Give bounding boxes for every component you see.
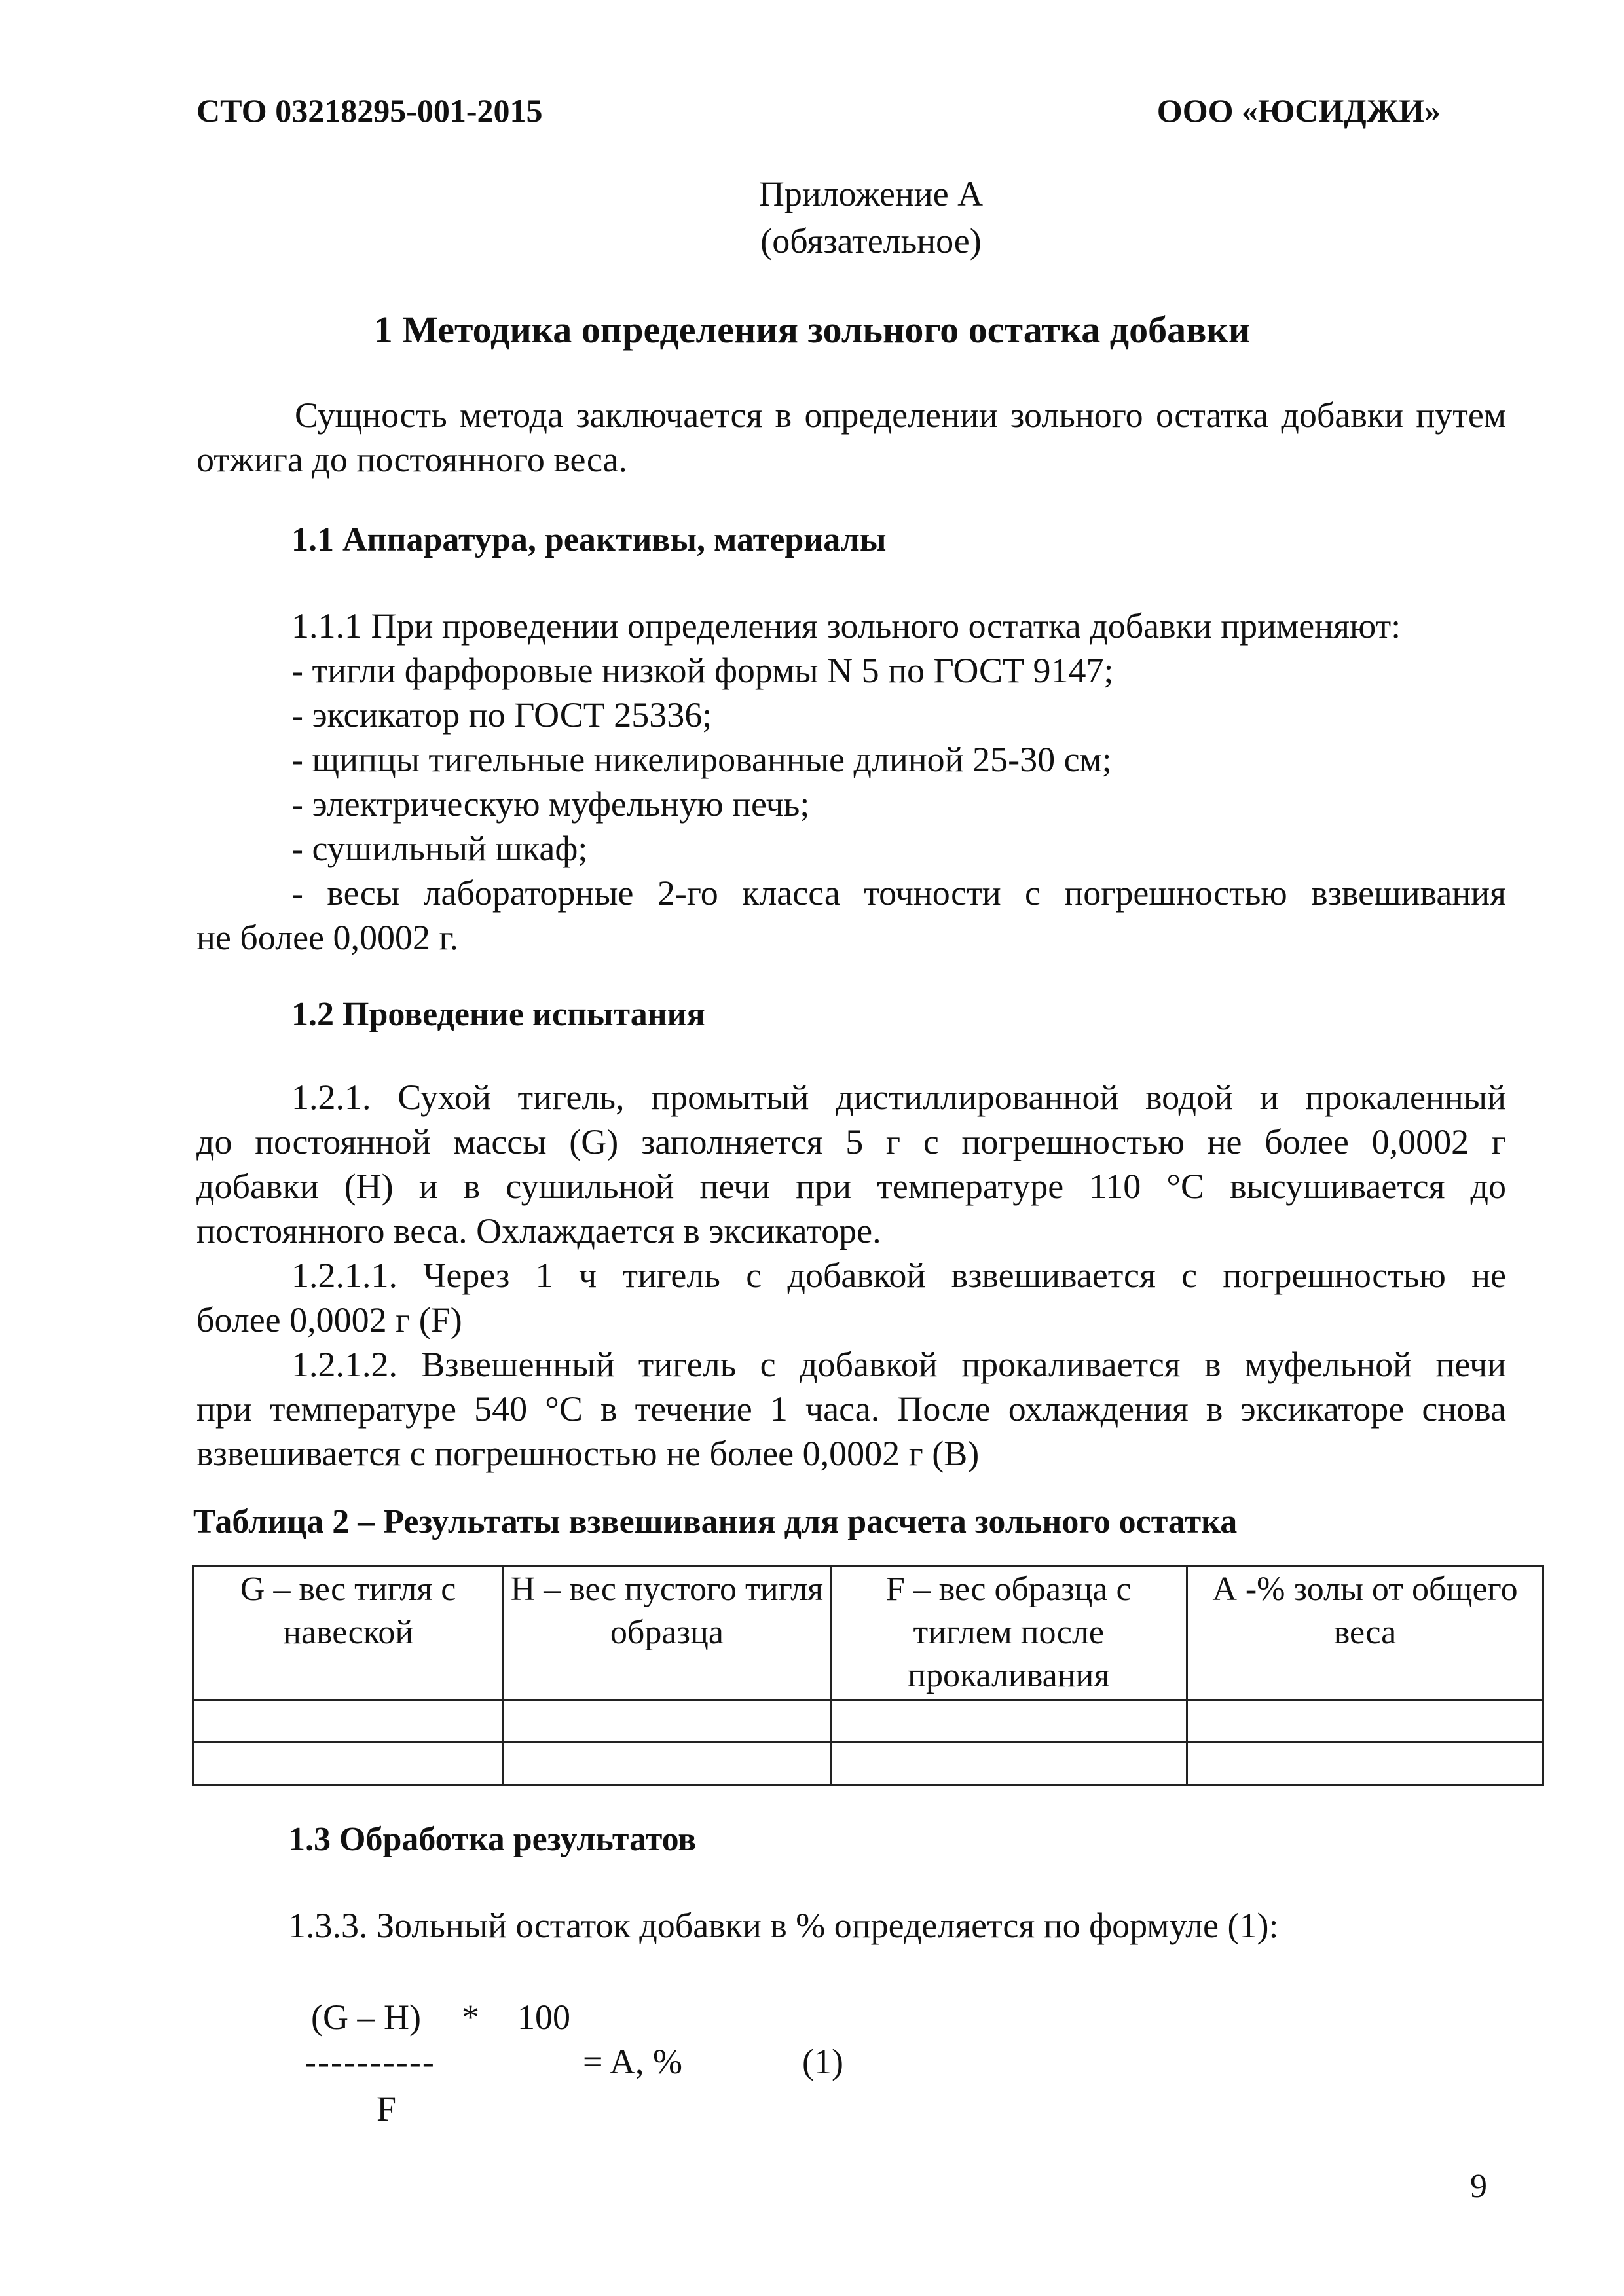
para-1-2-1-line: до постоянной массы (G) заполняется 5 г с погрешностью не более 0,0002 г — [196, 1122, 1506, 1161]
section-1-2-heading: 1.2 Проведение испытания — [291, 996, 705, 1033]
formula-numerator: (G – H) — [311, 1997, 421, 2037]
formula-result: = A, % — [583, 2042, 682, 2081]
table-cell — [1187, 1700, 1543, 1743]
list-item: - щипцы тигельные никелированные длиной 25-30 см; — [291, 740, 1112, 779]
para-1-2-1-2-line: 1.2.1.2. Взвешенный тигель с добавкой прокаливается в муфельной печи — [291, 1345, 1506, 1384]
page-number: 9 — [1470, 2168, 1487, 2205]
table-cell — [193, 1700, 504, 1743]
table-header-cell: А -% золы от общего веса — [1187, 1566, 1543, 1700]
list-item-scales: - весы лабораторные 2-го класса точности с погрешностью взвешивания — [291, 873, 1506, 913]
list-item: - электрическую муфельную печь; — [291, 784, 810, 824]
table-row — [193, 1743, 1543, 1785]
doc-code: СТО 03218295-001-2015 — [196, 92, 543, 129]
table-cell — [830, 1700, 1187, 1743]
results-table — [192, 1565, 1544, 1786]
list-item: - эксикатор по ГОСТ 25336; — [291, 695, 712, 735]
appendix-note: (обязательное) — [760, 221, 982, 261]
section-1-1-heading: 1.1 Аппаратура, реактивы, материалы — [291, 521, 887, 558]
list-item: - сушильный шкаф; — [291, 829, 588, 868]
list-item-scales-cont: не более 0,0002 г. — [196, 918, 459, 957]
table-cell — [193, 1743, 504, 1785]
formula-denominator: F — [377, 2089, 397, 2128]
table-header-row — [193, 1566, 1543, 1700]
list-item: - тигли фарфоровые низкой формы N 5 по ГОСТ 9147; — [291, 651, 1114, 690]
table-cell — [504, 1743, 830, 1785]
section-1-1-lead: 1.1.1 При проведении определения зольного остатка добавки применяют: — [291, 606, 1401, 646]
page-title: 1 Методика определения зольного остатка добавки — [373, 308, 1251, 351]
section-1-3-heading: 1.3 Обработка результатов — [288, 1821, 697, 1858]
para-1-2-1-line: постоянного веса. Охлаждается в эксикаторе. — [196, 1211, 881, 1250]
appendix-title: Приложение А — [758, 174, 984, 213]
para-1-2-1-2-line: взвешивается с погрешностью не более 0,0002 г (В) — [196, 1434, 980, 1473]
table-cell — [830, 1743, 1187, 1785]
formula-hundred: 100 — [517, 1997, 570, 2037]
table-row — [193, 1700, 1543, 1743]
table-header-cell: Н – вес пустого тигля образца — [504, 1566, 830, 1700]
table-header-cell: G – вес тигля с навеской — [193, 1566, 504, 1700]
appendix-label — [688, 170, 1054, 264]
para-1-2-1-2-line: при температуре 540 °С в течение 1 часа. После охлаждения в эксикаторе снова — [196, 1389, 1506, 1429]
company-name: ООО «ЮСИДЖИ» — [1156, 92, 1441, 129]
para-1-2-1-1-line: 1.2.1.1. Через 1 ч тигель с добавкой взвешивается с погрешностью не — [291, 1256, 1506, 1295]
table-cell — [504, 1700, 830, 1743]
table-caption: Таблица 2 – Результаты взвешивания для расчета зольного остатка — [193, 1503, 1238, 1540]
para-1-2-1-line: добавки (Н) и в сушильной печи при температуре 110 °С высушивается до — [196, 1167, 1506, 1206]
intro-paragraph: Сущность метода заключается в определении зольного остатка добавки путем отжига до постоянного веса. — [196, 395, 1506, 479]
table-header-cell: F – вес образца с тиглем после прокаливания — [830, 1566, 1187, 1700]
formula-number: (1) — [802, 2042, 843, 2081]
para-1-2-1-1-line: более 0,0002 г (F) — [196, 1300, 462, 1339]
formula-times: * — [462, 1997, 479, 2037]
formula-bar: ---------- — [304, 2042, 435, 2081]
table-cell — [1187, 1743, 1543, 1785]
section-1-3-lead: 1.3.3. Зольный остаток добавки в % определяется по формуле (1): — [288, 1906, 1279, 1945]
para-1-2-1-line: 1.2.1. Сухой тигель, промытый дистиллированной водой и прокаленный — [291, 1078, 1506, 1117]
